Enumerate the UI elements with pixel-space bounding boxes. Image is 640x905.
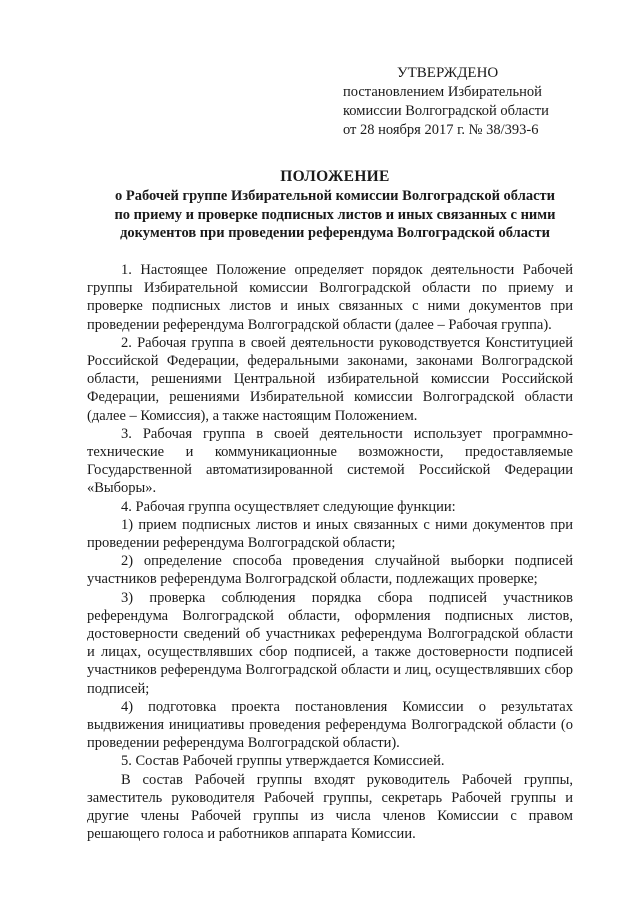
function-item-1: 1) прием подписных листов и иных связанных с ними документов при проведении референдума Волгоградской области; [87, 516, 573, 552]
function-item-4: 4) подготовка проекта постановления Комиссии о результатах выдвижения инициативы проведения референдума Волгоградской области (о проведении референдума Волгоградской области). [87, 698, 573, 752]
document-title [80, 166, 590, 243]
paragraph-3: 3. Рабочая группа в своей деятельности использует программно-технические и коммуникационные возможности, предоставляемые Государственной автоматизированной системой Российской Федерации «Выборы». [87, 425, 573, 497]
paragraph-2: 2. Рабочая группа в своей деятельности руководствуется Конституцией Российской Федерации, федеральными законами, законами Волгоградской области, решениями Центральной избирательной комиссии Российской Федерации, решениями Избирательной комиссии Волгоградской области (далее – Комиссия), а также настоящим Положением. [87, 334, 573, 424]
approval-date-number: от 28 ноября 2017 г. № 38/393-6 [343, 122, 539, 138]
document-subtitle-line: по приему и проверке подписных листов и иных связанных с ними [114, 206, 556, 223]
document-heading: ПОЛОЖЕНИЕ [280, 168, 390, 185]
paragraph-1: 1. Настоящее Положение определяет порядок деятельности Рабочей группы Избирательной комиссии Волгоградской области по приему и проверке подписных листов и иных связанных с ними документов при проведении референдума Волгоградской области (далее – Рабочая группа). [87, 262, 573, 333]
approval-heading: УТВЕРЖДЕНО [397, 65, 499, 81]
function-item-2: 2) определение способа проведения случайной выборки подписей участников референдума Волгоградской области, подлежащих проверке; [87, 553, 573, 588]
approval-line: комиссии Волгоградской области [343, 103, 549, 119]
paragraph-4: 4. Рабочая группа осуществляет следующие функции: [121, 498, 456, 515]
paragraph-5-composition: В состав Рабочей группы входят руководитель Рабочей группы, заместитель руководителя Рабочей группы, секретарь Рабочей группы и другие члены Рабочей группы из числа членов Комиссии с правом решающего голоса и работников аппарата Комиссии. [87, 771, 573, 843]
document-subtitle-line: документов при проведении референдума Волгоградской области [120, 225, 550, 241]
document-body [87, 261, 573, 844]
document-subtitle-line: о Рабочей группе Избирательной комиссии Волгоградской области [115, 188, 555, 204]
approval-line: постановлением Избирательной [343, 84, 542, 100]
function-item-3: 3) проверка соблюдения порядка сбора подписей участников референдума Волгоградской области, оформления подписных листов, достоверности сведений об участниках референдума Волгоградской области и лицах, осуществлявших сбор подписей, а также достоверности подписей участников референдума Волгоградской области и лиц, осуществлявших сбор подписей; [87, 589, 573, 697]
paragraph-5: 5. Состав Рабочей группы утверждается Комиссией. [121, 753, 445, 770]
